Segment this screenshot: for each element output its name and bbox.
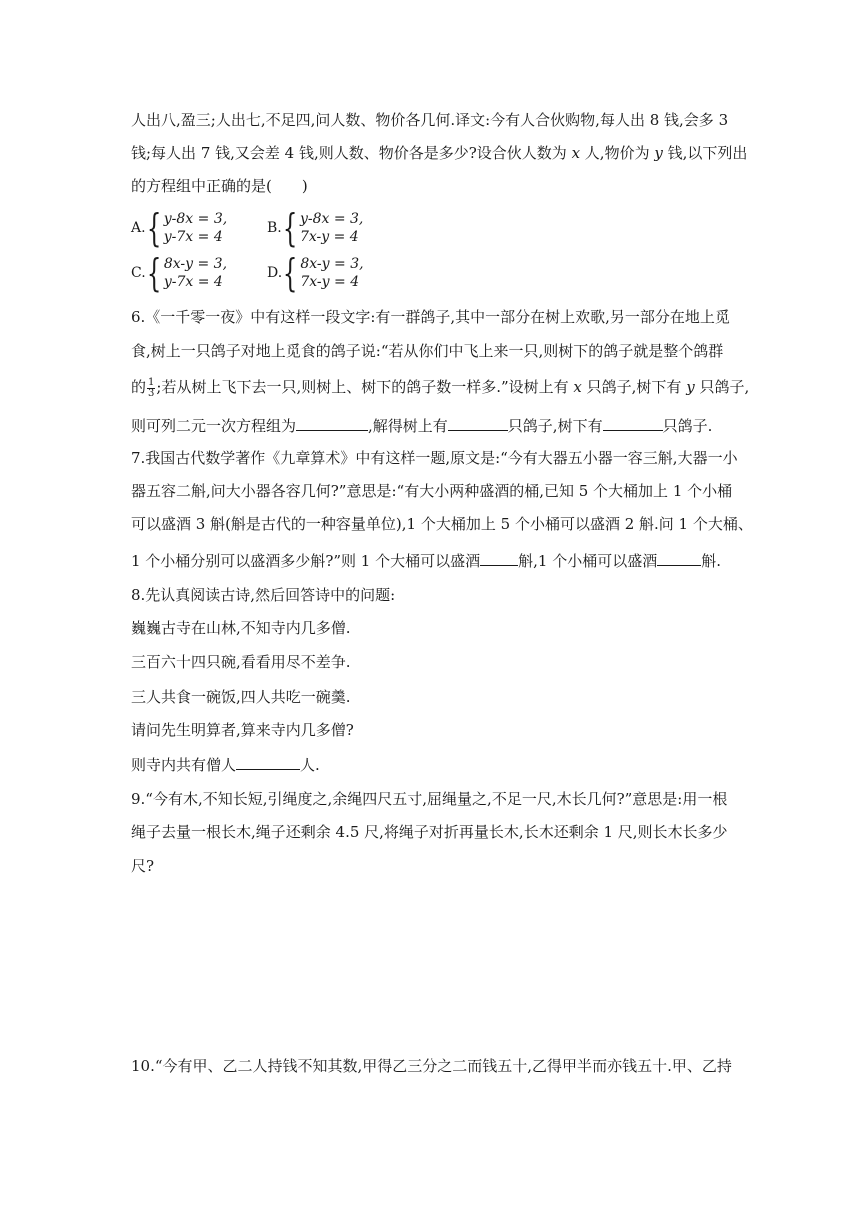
q5-option-c[interactable]: C. { 8x-y = 3, y-7x = 4 — [131, 251, 228, 295]
q9-line-1: 9.“今有木,不知长短,引绳度之,余绳四尺五寸,屈绳量之,不足一尺,木长几何?”意思是:用一根 — [131, 790, 728, 808]
q8-blank-monks[interactable] — [236, 754, 300, 770]
q5-line-3: 的方程组中正确的是( ) — [131, 177, 308, 195]
q10-line-1: 10.“今有甲、乙二人持钱不知其数,甲得乙三分之二而钱五十,乙得甲半而亦钱五十.甲、乙持 — [131, 1057, 732, 1075]
q6-line-1: 6.《一千零一夜》中有这样一段文字:有一群鸽子,其中一部分在树上欢歌,另一部分在地上觅 — [131, 308, 730, 326]
q7-line-2: 器五容二斛,问大小器各容几何?”意思是:“有大小两种盛酒的桶,已知 5 个大桶加上 1 个小桶 — [131, 482, 733, 500]
q7-line-4: 1 个小桶分别可以盛酒多少斛?”则 1 个大桶可以盛酒 斛,1 个小桶可以盛酒 斛. — [131, 552, 721, 570]
q6-line-2: 食,树上一只鸽子对地上觅食的鸽子说:“若从你们中飞上来一只,则树下的鸽子就是整个鸽群 — [131, 342, 724, 360]
q7-line-1: 7.我国古代数学著作《九章算术》中有这样一题,原文是:“今有大器五小器一容三斛,大器一小 — [131, 449, 738, 467]
poem-line-3: 三人共食一碗饭,四人共吃一碗羹. — [131, 688, 351, 706]
q5-option-b[interactable]: B. { y-8x = 3, 7x-y = 4 — [267, 206, 364, 250]
poem-line-2: 三百六十四只碗,看看用尽不差争. — [131, 653, 351, 671]
q7-blank-small[interactable] — [657, 550, 701, 566]
q6-blank-ground[interactable] — [603, 415, 663, 431]
one-third-fraction: $\frac{1}{3}$ — [148, 376, 155, 399]
q6-blank-system[interactable] — [296, 415, 368, 431]
q7-line-3: 可以盛酒 3 斛(斛是古代的一种容量单位),1 个大桶加上 5 个小桶可以盛酒 2 斛.问 1 个大桶、 — [131, 515, 753, 533]
q8-intro: 8.先认真阅读古诗,然后回答诗中的问题: — [131, 586, 396, 604]
q5-option-a[interactable]: A. { y-8x = 3, y-7x = 4 — [131, 206, 228, 250]
q6-line-4: 则可列二元一次方程组为 ,解得树上有 只鸽子,树下有 只鸽子. — [131, 417, 713, 435]
q5-line-2: 钱;每人出 7 钱,又会差 4 钱,则人数、物价各是多少?设合伙人数为 x 人,物价为 y 钱,以下列出 — [131, 144, 748, 162]
q7-blank-large[interactable] — [480, 550, 518, 566]
poem-line-1: 巍巍古寺在山林,不知寺内几多僧. — [131, 619, 351, 637]
q6-line-3: 的 $\frac{1}{3}$ ;若从树上飞下去一只,则树上、树下的鸽子数一样多.”设树上有 x 只鸽子,树下有 y 只鸽子, — [131, 376, 750, 399]
poem-line-4: 请问先生明算者,算来寺内几多僧? — [131, 721, 354, 739]
q9-line-2: 绳子去量一根长木,绳子还剩余 4.5 尺,将绳子对折再量长木,长木还剩余 1 尺,则长木长多少 — [131, 823, 728, 841]
q5-line-1: 人出八,盈三;人出七,不足四,问人数、物价各几何.译文:今有人合伙购物,每人出 8 钱,会多 3 — [131, 111, 729, 129]
q5-option-d[interactable]: D. { 8x-y = 3, 7x-y = 4 — [267, 251, 364, 295]
q6-blank-tree[interactable] — [448, 415, 508, 431]
q9-line-3: 尺? — [131, 857, 155, 875]
q8-answer-line: 则寺内共有僧人 人. — [131, 756, 320, 774]
